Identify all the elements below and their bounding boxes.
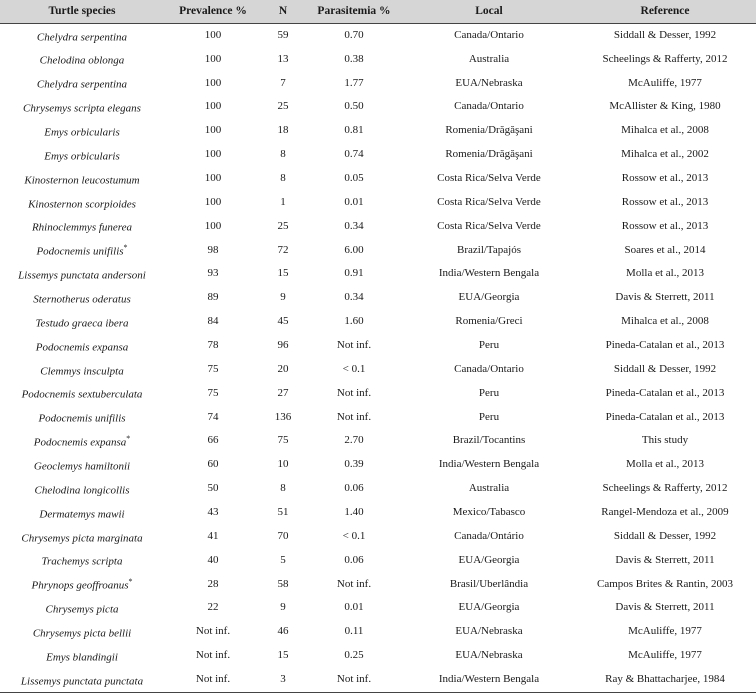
cell-prevalence: 84 <box>207 315 219 328</box>
table-row <box>0 119 756 143</box>
cell-prevalence: 89 <box>207 291 219 304</box>
table-body <box>0 23 756 692</box>
cell-prevalence: 22 <box>207 601 219 614</box>
cell-reference: Mihalca et al., 2008 <box>621 315 709 328</box>
cell-n: 8 <box>280 148 286 161</box>
cell-local: Peru <box>478 339 500 351</box>
cell-n: 45 <box>277 315 289 328</box>
species-name: Emys blandingii <box>46 651 118 664</box>
cell-local: Canada/Ontario <box>454 28 524 41</box>
cell-local: EUA/Nebraska <box>455 625 523 638</box>
table-row <box>0 381 756 405</box>
species-name: Chrysemys scripta elegans <box>23 102 141 115</box>
cell-parasitemia: 2.70 <box>344 434 364 447</box>
cell-local: India/Western Bengala <box>404 668 574 692</box>
species-footnote-mark: * <box>123 243 128 253</box>
cell-parasitemia: 0.01 <box>344 195 364 208</box>
cell-reference: Davis & Sterrett, 2011 <box>615 601 715 614</box>
cell-species <box>0 572 164 596</box>
cell-species <box>0 668 164 692</box>
cell-local: Australia <box>468 52 510 65</box>
cell-local: India/Western Bengala <box>438 267 540 280</box>
cell-local: Canada/Ontario <box>454 362 524 375</box>
cell-n: 20 <box>277 362 289 375</box>
cell-parasitemia: 0.91 <box>344 267 364 280</box>
cell-species <box>0 620 164 644</box>
cell-species <box>0 381 164 405</box>
cell-prevalence: Not inf. <box>195 625 231 638</box>
cell-n: 75 <box>277 434 289 447</box>
cell-species <box>0 548 164 572</box>
species-name: Lissemys punctata andersoni <box>18 269 146 282</box>
table-row <box>0 23 756 47</box>
table-row <box>0 262 756 286</box>
cell-reference: McAuliffe, 1977 <box>628 625 702 638</box>
cell-species <box>0 310 164 334</box>
cell-reference: Davis & Sterrett, 2011 <box>615 553 715 566</box>
cell-prevalence: 100 <box>204 219 222 232</box>
cell-reference: Rossow et al., 2013 <box>621 195 709 208</box>
cell-parasitemia: 1.60 <box>344 315 364 328</box>
cell-reference: Ray & Bhattacharjee, 1984 <box>574 668 756 692</box>
cell-species <box>0 71 164 95</box>
cell-species <box>0 334 164 358</box>
cell-species <box>0 95 164 119</box>
cell-local: EUA/Nebraska <box>455 649 523 662</box>
cell-n: 96 <box>277 339 289 351</box>
species-name: Kinosternon scorpioides <box>28 198 136 211</box>
cell-parasitemia: 0.05 <box>344 171 364 184</box>
cell-n: 15 <box>277 267 289 280</box>
cell-prevalence: 93 <box>207 267 219 280</box>
cell-species <box>0 214 164 238</box>
cell-local: Canada/Ontário <box>454 529 524 542</box>
cell-reference: Pineda-Catalan et al., 2013 <box>605 410 725 423</box>
table-row <box>0 668 756 692</box>
species-name: Trachemys scripta <box>41 556 123 569</box>
cell-prevalence: Not inf. <box>164 668 262 692</box>
cell-local: Costa Rica/Selva Verde <box>437 195 541 208</box>
table-row <box>0 238 756 262</box>
cell-n: 59 <box>277 28 289 41</box>
cell-parasitemia: 0.01 <box>344 601 364 614</box>
cell-species <box>0 286 164 310</box>
species-name: Podocnemis unifilis <box>36 245 124 258</box>
cell-n: 46 <box>277 625 289 638</box>
table-row <box>0 71 756 95</box>
cell-parasitemia: Not inf. <box>336 386 372 399</box>
species-name: Emys orbicularis <box>44 150 120 163</box>
cell-prevalence: 75 <box>207 362 219 375</box>
cell-n: 51 <box>277 506 289 519</box>
table-row <box>0 429 756 453</box>
cell-reference: Davis & Sterrett, 2011 <box>615 291 715 304</box>
species-name: Chrysemys picta bellii <box>32 627 132 640</box>
cell-prevalence: 75 <box>207 386 219 399</box>
table-row <box>0 572 756 596</box>
species-name: Chrysemys picta marginata <box>21 532 143 545</box>
cell-species <box>0 644 164 668</box>
cell-reference: Siddall & Desser, 1992 <box>613 28 717 41</box>
cell-parasitemia: Not inf. <box>336 577 372 590</box>
cell-prevalence: Not inf. <box>195 649 231 662</box>
cell-local: Costa Rica/Selva Verde <box>437 219 541 232</box>
cell-species <box>0 167 164 191</box>
cell-parasitemia: 0.06 <box>344 553 364 566</box>
cell-species <box>0 262 164 286</box>
table-row <box>0 405 756 429</box>
cell-parasitemia: < 0.1 <box>342 362 366 375</box>
cell-parasitemia: 0.81 <box>344 124 364 137</box>
species-name: Podocnemis sextuberculata <box>21 389 143 402</box>
cell-reference: McAllister & King, 1980 <box>609 100 721 113</box>
header-n: N <box>262 0 304 23</box>
cell-reference: This study <box>641 434 689 447</box>
table-row <box>0 286 756 310</box>
table-header <box>0 0 756 23</box>
cell-prevalence: 100 <box>204 52 222 65</box>
cell-prevalence: 66 <box>207 434 219 447</box>
cell-local: Mexico/Tabasco <box>452 506 526 519</box>
cell-species <box>0 405 164 429</box>
cell-reference: McAuliffe, 1977 <box>628 649 702 662</box>
header-local: Local <box>404 0 574 23</box>
species-name: Geoclemys hamiltonii <box>33 460 131 473</box>
cell-parasitemia: 6.00 <box>344 243 364 256</box>
table-row <box>0 334 756 358</box>
cell-reference: Rossow et al., 2013 <box>621 171 709 184</box>
cell-prevalence: 60 <box>207 458 219 471</box>
cell-local: Canada/Ontario <box>454 100 524 113</box>
cell-local: Australia <box>468 482 510 495</box>
cell-parasitemia: 0.25 <box>344 649 364 662</box>
species-name: Chrysemys picta <box>45 603 119 616</box>
cell-local: EUA/Georgia <box>458 601 520 614</box>
table-row <box>0 644 756 668</box>
cell-local: EUA/Georgia <box>458 291 520 304</box>
cell-n: 8 <box>280 482 286 495</box>
cell-prevalence: 100 <box>204 195 222 208</box>
cell-n: 8 <box>280 171 286 184</box>
species-name: Dermatemys mawii <box>39 508 125 521</box>
cell-species <box>0 501 164 525</box>
cell-reference: Scheelings & Rafferty, 2012 <box>602 52 728 65</box>
cell-species <box>0 596 164 620</box>
cell-local: EUA/Georgia <box>458 553 520 566</box>
species-name: Emys orbicularis <box>44 126 120 139</box>
cell-parasitemia: Not inf. <box>336 410 372 423</box>
cell-reference: Molla et al., 2013 <box>626 458 704 471</box>
table-row <box>0 167 756 191</box>
species-name: Testudo graeca ibera <box>35 317 129 330</box>
table-row <box>0 548 756 572</box>
cell-parasitemia: 0.38 <box>344 52 364 65</box>
cell-reference: Siddall & Desser, 1992 <box>613 529 717 542</box>
species-name: Podocnemis expansa <box>35 341 129 354</box>
table-row <box>0 620 756 644</box>
cell-prevalence: 100 <box>204 76 222 89</box>
species-name: Kinosternon leucostumum <box>24 174 140 187</box>
cell-species <box>0 453 164 477</box>
header-prevalence: Prevalence % <box>164 0 262 23</box>
cell-local: Romenia/Greci <box>455 315 523 328</box>
cell-reference: Rangel-Mendoza et al., 2009 <box>601 506 729 519</box>
cell-reference: Mihalca et al., 2008 <box>621 124 709 137</box>
cell-local: Brazil/Tocantins <box>452 434 526 447</box>
cell-species <box>0 191 164 215</box>
species-footnote-mark: * <box>128 577 133 587</box>
cell-parasitemia: 0.34 <box>344 219 364 232</box>
cell-n: 10 <box>277 458 289 471</box>
header-reference: Reference <box>574 0 756 23</box>
table-row <box>0 95 756 119</box>
header-turtle-species: Turtle species <box>0 0 164 23</box>
cell-parasitemia: 0.70 <box>344 28 364 41</box>
cell-prevalence: 50 <box>207 482 219 495</box>
cell-prevalence: 43 <box>207 506 219 519</box>
cell-n: 72 <box>277 243 289 256</box>
cell-reference: McAuliffe, 1977 <box>628 76 702 89</box>
cell-prevalence: 100 <box>204 28 222 41</box>
cell-species <box>0 23 164 47</box>
cell-prevalence: 98 <box>207 243 219 256</box>
cell-parasitemia: 0.50 <box>344 100 364 113</box>
cell-prevalence: 41 <box>207 529 219 542</box>
table-row <box>0 191 756 215</box>
cell-reference: Soares et al., 2014 <box>624 243 706 256</box>
species-name: Chelydra serpentina <box>36 78 128 91</box>
cell-reference: Pineda-Catalan et al., 2013 <box>605 339 725 351</box>
cell-local: Peru <box>478 386 500 399</box>
cell-reference: Molla et al., 2013 <box>626 267 704 280</box>
table-row <box>0 310 756 334</box>
cell-species <box>0 358 164 382</box>
cell-n: 15 <box>277 649 289 662</box>
cell-local: Costa Rica/Selva Verde <box>437 171 541 184</box>
cell-n: 136 <box>274 410 292 423</box>
cell-species <box>0 143 164 167</box>
cell-n: 13 <box>277 52 289 65</box>
species-name: Rhinoclemmys funerea <box>31 222 133 235</box>
cell-species <box>0 238 164 262</box>
cell-parasitemia: 1.40 <box>344 506 364 519</box>
cell-prevalence: 100 <box>204 124 222 137</box>
cell-n: 3 <box>262 668 304 692</box>
cell-prevalence: 100 <box>204 148 222 161</box>
cell-reference: Scheelings & Rafferty, 2012 <box>602 482 728 495</box>
cell-n: 58 <box>277 577 289 590</box>
cell-reference: Pineda-Catalan et al., 2013 <box>605 386 725 399</box>
cell-reference: Campos Brites & Rantin, 2003 <box>597 577 733 590</box>
table-row <box>0 525 756 549</box>
cell-species <box>0 119 164 143</box>
cell-n: 18 <box>277 124 289 137</box>
cell-species <box>0 429 164 453</box>
cell-species <box>0 525 164 549</box>
species-name: Podocnemis unifilis <box>38 412 126 425</box>
species-name: Sternotherus oderatus <box>33 293 131 306</box>
species-name: Chelodina oblonga <box>39 55 125 68</box>
cell-species <box>0 477 164 501</box>
cell-local: EUA/Nebraska <box>455 76 523 89</box>
cell-n: 70 <box>277 529 289 542</box>
cell-parasitemia: Not inf. <box>304 668 404 692</box>
header-row <box>0 0 756 23</box>
cell-n: 5 <box>280 553 286 566</box>
table-row <box>0 143 756 167</box>
cell-prevalence: 28 <box>207 577 219 590</box>
species-footnote-mark: * <box>126 434 131 444</box>
cell-parasitemia: 0.11 <box>344 625 364 638</box>
table-row <box>0 453 756 477</box>
table-row <box>0 358 756 382</box>
header-parasitemia: Parasitemia % <box>304 0 404 23</box>
species-name: Chelodina longicollis <box>34 484 130 497</box>
cell-local: Peru <box>478 410 500 423</box>
table-row <box>0 501 756 525</box>
cell-prevalence: 78 <box>207 339 219 351</box>
cell-n: 25 <box>277 100 289 113</box>
cell-local: Romenia/Drăgăşani <box>445 148 533 161</box>
cell-parasitemia: 0.39 <box>344 458 364 471</box>
cell-n: 25 <box>277 219 289 232</box>
species-name: Podocnemis expansa <box>33 436 127 449</box>
cell-prevalence: 74 <box>207 410 219 423</box>
cell-n: 9 <box>280 291 286 304</box>
cell-prevalence: 40 <box>207 553 219 566</box>
cell-n: 27 <box>277 386 289 399</box>
species-name: Chelydra serpentina <box>36 31 128 44</box>
species-name: Phrynops geoffroanus <box>31 579 129 592</box>
cell-reference: Mihalca et al., 2002 <box>621 148 709 161</box>
cell-n: 1 <box>280 195 286 208</box>
cell-n: 9 <box>280 601 286 614</box>
table-row <box>0 214 756 238</box>
cell-parasitemia: 0.06 <box>344 482 364 495</box>
cell-parasitemia: 0.34 <box>344 291 364 304</box>
cell-prevalence: 100 <box>204 171 222 184</box>
table-row <box>0 596 756 620</box>
table-row <box>0 477 756 501</box>
species-name: Clemmys insculpta <box>40 365 124 378</box>
cell-parasitemia: Not inf. <box>336 339 372 351</box>
cell-parasitemia: 1.77 <box>344 76 364 89</box>
cell-local: Romenia/Drăgăşani <box>445 124 533 137</box>
table-row <box>0 47 756 71</box>
cell-local: Brazil/Tapajós <box>457 243 521 256</box>
cell-n: 7 <box>280 76 286 89</box>
cell-species <box>0 47 164 71</box>
cell-parasitemia: < 0.1 <box>342 529 366 542</box>
cell-reference: Rossow et al., 2013 <box>621 219 709 232</box>
species-name: Lissemys punctata punctata <box>20 675 144 688</box>
cell-local: India/Western Bengala <box>438 458 540 471</box>
cell-parasitemia: 0.74 <box>344 148 364 161</box>
cell-local: Brasil/Uberlândia <box>449 577 529 590</box>
cell-prevalence: 100 <box>204 100 222 113</box>
cell-reference: Siddall & Desser, 1992 <box>613 362 717 375</box>
